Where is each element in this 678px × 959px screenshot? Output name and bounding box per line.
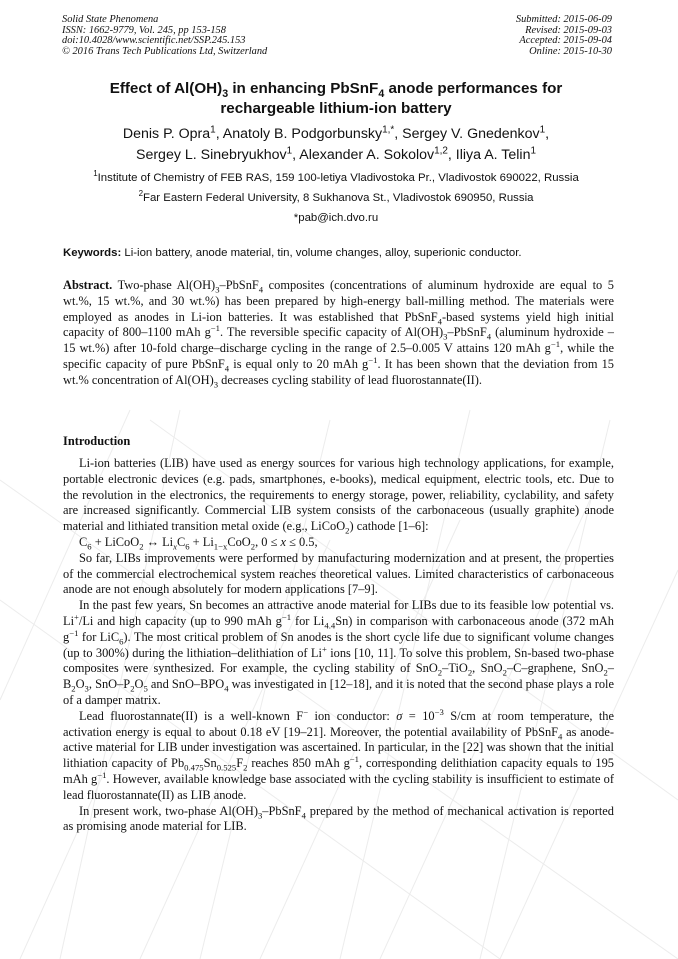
reaction-equation: $C_6$ + LiCoO$_2$ ↔ $Li_xC_6 + Li_{1-x}CoO_2$, 0 ≤ x ≤ 0.5,: [79, 534, 318, 552]
keywords-label: Keywords:: [63, 247, 122, 259]
paper-title: Effect of $Al(OH)_3$ in enhancing PbSnF$_4$ anode performances for rechargeable lithium-ion battery: [109, 80, 563, 117]
abstract: Abstract. Two-phase $Al(OH)_3-PbSnF_4$ composites (concentrations of aluminum hydroxide are equal to 5 wt.%, 15 wt.%, and 30 wt.%) has been prepared by high-energy ball-milling method. The materials were employed as anodes in Li-ion batteries. It was established that PbSnF$_4$-based systems yield high initial capacity of 800–1100 mAh $g^{-1}$. The reversible specific capacity of $Al(OH)_3-PbSnF_4$ (aluminum hydroxide – 15 wt.%) after 10-fold charge–discharge cycling in the range of 2.5–0.005 V attains 120 mAh $g^{-1}$, while the specific capacity of pure PbSnF$_4$ is equal only to 20 mAh $g^{-1}$. It has been shown that the deviation from 15 wt.% concentration of $Al(OH)_3$ decreases cycling stability of lead fluorostannate(II).: [63, 278, 614, 390]
introduction-heading: Introduction: [63, 434, 131, 448]
submitted-date: Submitted: 2015-06-09: [515, 14, 612, 25]
keywords: [63, 247, 615, 259]
intro-paragraph-3: In the past few years, Sn becomes an attractive anode material for LIBs due to its feasible low potential vs. Li+/Li and high capacity (up to 990 mAh $g^{-1}$ for $Li_{4.4}Sn$) in comparison with carbonaceous anode (372 mAh $g^{-1}$ for LiC$_6$). The most critical problem of Sn anodes is the short cycle life due to significant volume changes (up to 300%) during the lithiation–delithiation of Li+ ions [10, 11]. To solve this problem, Sn-based two-phase composites were synthesized. For example, the cycling stability of SnO$_2$–TiO$_2$, SnO$_2$–C–graphene, $SnO_2-B_2O_3$, SnO–$P_2O_5$ and SnO–$BPO_4$ was investigated in [12–18], and it is noted that the second phase plays a role of a damper matrix.: [63, 598, 614, 707]
dates-info: [516, 15, 612, 57]
intro-paragraph-1: Li-ion batteries (LIB) have used as energy sources for various high technology applications, for example, portable electronic devices (e.g. pads, smartphones, e-books), medical equipment, electric tools, etc. Due to the revolution in the electronics, the requirements to energy storage, power, reliability, cyclability, and safety are increased significantly. Commercial LIB system consists of the carbonaceous (usually graphite) anode material and lithiated transition metal oxide (e.g., LiCoO$_2$) cathode [1–6]:: [63, 456, 614, 536]
copyright-line: © 2016 Trans Tech Publications Ltd, Switzerland: [62, 45, 268, 57]
introduction-body: [63, 456, 614, 835]
accepted-date: Accepted: 2015-09-04: [519, 35, 612, 46]
online-date: Online: 2015-10-30: [529, 45, 612, 57]
corresponding-email[interactable]: *pab@ich.dvo.ru: [293, 212, 379, 224]
journal-info: [62, 15, 267, 57]
affiliations: [60, 168, 612, 228]
keywords-text: Li-ion battery, anode material, tin, volume changes, alloy, superionic conductor.: [121, 247, 522, 259]
author-list: Denis P. Opra$^1$, Anatoly B. Podgorbunsky$^{1,*}$, Sergey V. Gnedenkov$^1$, Sergey L. Sinebryukhov$^1$, Alexander A. Sokolov$^{1,2}$, Iliya A. Telin$^1$: [122, 124, 550, 163]
intro-paragraph-2: So far, LIBs improvements were performed by manufacturing modernization and at present, the properties of the commercial electrochemical system reaches theoretical values. Limited characteristics of carbonaceous anode are not enough absolutely for modern applications [7–9].: [63, 550, 614, 597]
intro-paragraph-5: In present work, two-phase $Al(OH)_3-PbSnF_4$ prepared by the method of mechanical activation is reported as promising anode material for LIB.: [63, 803, 614, 834]
affiliation-2: $^2$Far Eastern Federal University, 8 Sukhanova St., Vladivostok 690950, Russia: [138, 189, 534, 204]
issn-line: ISSN: 1662-9779, Vol. 245, pp 153-158: [62, 24, 226, 36]
doi-link[interactable]: doi:10.4028/www.scientific.net/SSP.245.153: [62, 35, 246, 46]
abstract-label: Abstract.: [63, 278, 113, 292]
journal-name: Solid State Phenomena: [62, 14, 159, 25]
revised-date: Revised: 2015-09-03: [525, 24, 612, 36]
intro-paragraph-4: Lead fluorostannate(II) is a well-known F− ion conductor: $\sigma = 10^{-3}$ S/cm at room temperature, the activation energy is equal to about 0.18 eV [19–21]. Moreover, the potential availability of PbSnF$_4$ as anode-active material for LIB under investigation was ascertained. In particular, in the [22] was shown that the initial lithiation capacity of $Pb_{0.475}Sn_{0.525}F_2$ reaches 850 mAh $g^{-1}$, corresponding delithiation capacity equals to 195 mAh $g^{-1}$. However, available knowledge base associated with the cycling stability is insufficient to estimate of lead fluorostannate(II) as LIB anode.: [63, 706, 614, 802]
affiliation-1: $^1$Institute of Chemistry of FEB RAS, 159 100-letiya Vladivostoka Pr., Vladivostok 690022, Russia: [93, 169, 579, 184]
